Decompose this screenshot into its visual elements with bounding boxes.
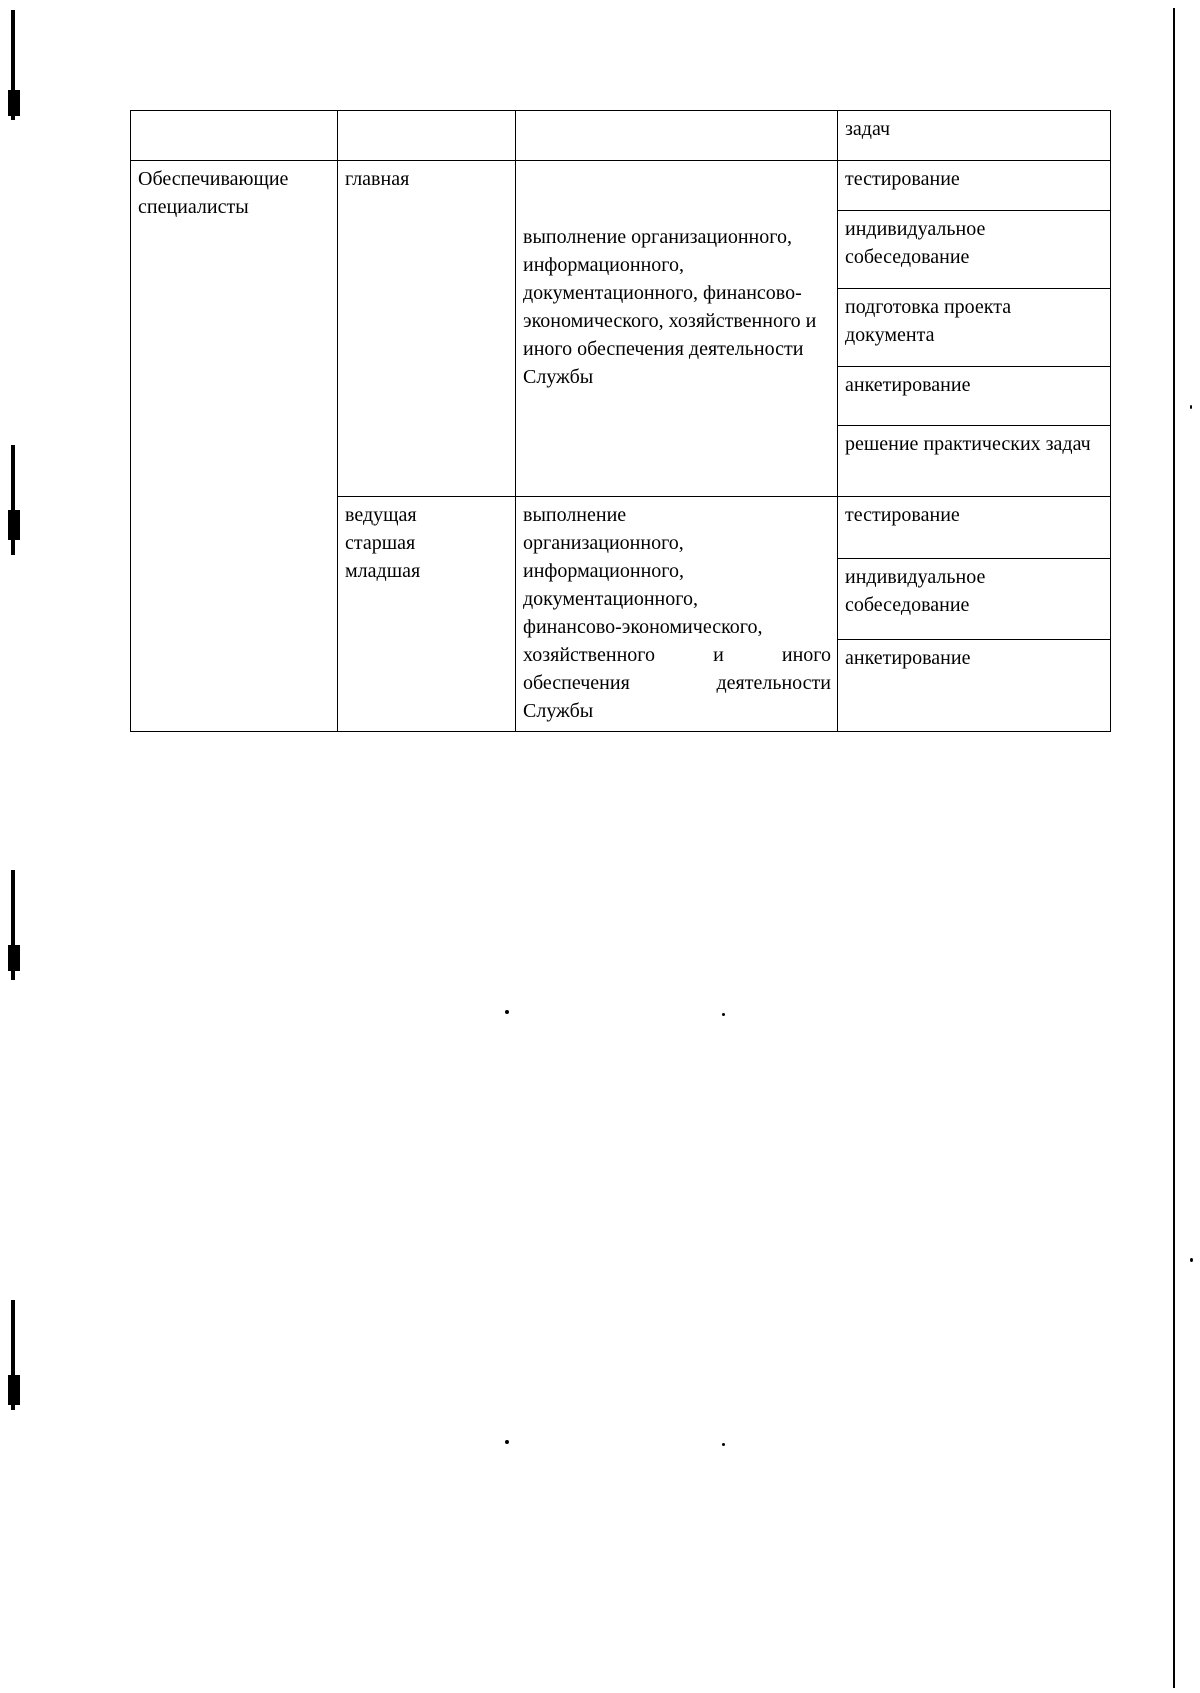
scan-speck bbox=[722, 1443, 725, 1446]
binder-hole-mark bbox=[8, 445, 22, 555]
table-row bbox=[131, 161, 1111, 211]
duties-line: информационного, bbox=[523, 560, 684, 582]
method-cell: тестирование bbox=[838, 161, 1111, 211]
duties-line: финансово-экономического, bbox=[523, 616, 763, 638]
method-cell: анкетирование bbox=[838, 640, 1111, 732]
level-item: ведущая bbox=[345, 504, 417, 526]
duties-line: Службы bbox=[523, 700, 594, 722]
duties-cell: выполнение организационного, информационного, документационного, финансово-экономического, хозяйственного и иного обеспечения деятельности Службы bbox=[516, 161, 838, 497]
binder-hole-mark bbox=[8, 10, 22, 120]
method-cell: индивидуальное собеседование bbox=[838, 211, 1111, 289]
duties-cell bbox=[516, 497, 838, 732]
scan-speck bbox=[1190, 405, 1192, 409]
table-row bbox=[131, 111, 1111, 161]
method-cell: решение практических задач bbox=[838, 426, 1111, 497]
table-cell bbox=[516, 111, 838, 161]
scan-speck bbox=[505, 1440, 509, 1444]
scan-speck bbox=[722, 1013, 725, 1016]
duties-line: выполнение bbox=[523, 504, 627, 526]
level-item: младшая bbox=[345, 560, 421, 582]
scan-speck bbox=[505, 1010, 509, 1014]
method-cell: подготовка проекта документа bbox=[838, 289, 1111, 367]
method-cell: анкетирование bbox=[838, 367, 1111, 426]
level-cell bbox=[338, 497, 516, 732]
duties-line: документационного, bbox=[523, 588, 698, 610]
table-cell bbox=[131, 111, 338, 161]
method-cell: тестирование bbox=[838, 497, 1111, 559]
category-cell: Обеспечивающие специалисты bbox=[131, 161, 338, 732]
scan-speck bbox=[1190, 1258, 1193, 1262]
binder-hole-mark bbox=[8, 870, 22, 980]
assessment-table bbox=[130, 110, 1111, 732]
table-cell bbox=[338, 111, 516, 161]
level-cell: главная bbox=[338, 161, 516, 497]
scan-edge-line bbox=[1173, 8, 1175, 1688]
duties-line: обеспечения деятельности bbox=[523, 672, 831, 694]
method-cell: задач bbox=[838, 111, 1111, 161]
method-cell: индивидуальное собеседование bbox=[838, 558, 1111, 639]
duties-line: организационного, bbox=[523, 532, 684, 554]
level-item: старшая bbox=[345, 532, 416, 554]
duties-line: хозяйственного и иного bbox=[523, 644, 831, 666]
binder-hole-mark bbox=[8, 1300, 22, 1410]
